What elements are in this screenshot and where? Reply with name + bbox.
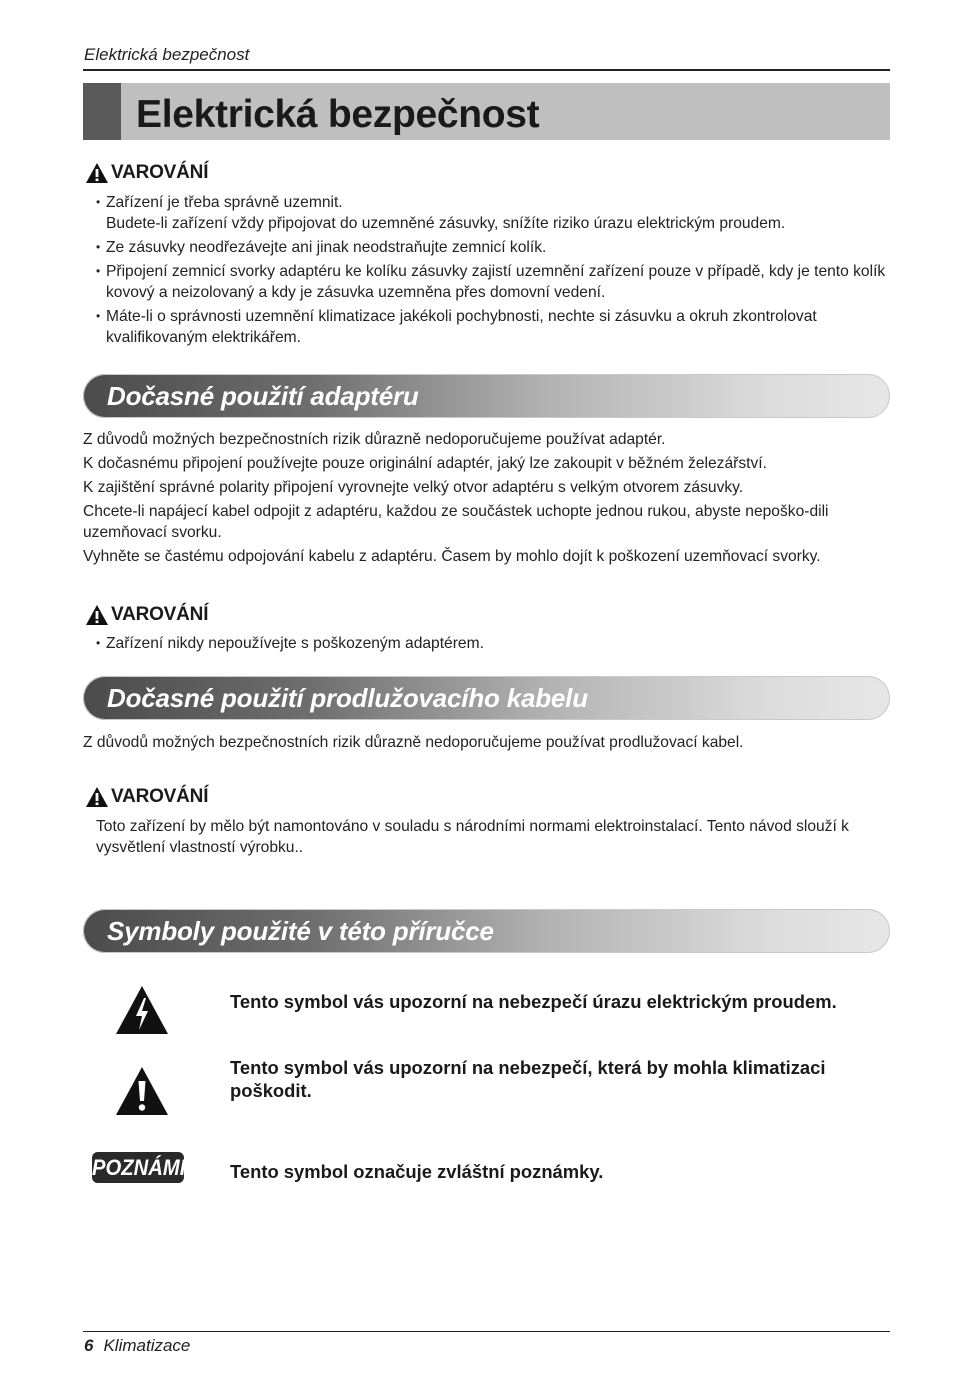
extension-paragraph: Z důvodů možných bezpečnostních rizik důrazně nedoporučujeme používat prodlužovací kabel. <box>83 734 744 751</box>
warning-list-1 <box>96 192 890 351</box>
running-head: Elektrická bezpečnost <box>84 45 250 64</box>
symbol-description-caution: Tento symbol vás upozorní na nebezpečí, která by mohla klimatizaci poškodit. <box>230 1057 826 1101</box>
symbol-description-note: Tento symbol označuje zvláštní poznámky. <box>230 1161 604 1182</box>
note-badge: POZNÁMKA <box>92 1152 184 1183</box>
title-tab-marker <box>83 83 121 140</box>
warning-heading-1 <box>85 162 208 184</box>
section-heading-symbols: Symboly použité v této příručce <box>83 909 890 953</box>
paragraph: K zajištění správné polarity připojení vyrovnejte velký otvor adaptéru s velkým otvorem zásuvky. <box>83 479 744 496</box>
footer-label: Klimatizace <box>103 1336 191 1355</box>
electric-shock-warning-icon <box>114 984 170 1036</box>
section-heading-extension: Dočasné použití prodlužovacího kabelu <box>83 676 890 720</box>
warning-list-2 <box>96 633 890 657</box>
page-title: Elektrická bezpečnost <box>136 93 540 136</box>
list-item: • Ze zásuvky neodřezávejte ani jinak neodstraňujte zemnicí kolík. <box>96 237 890 258</box>
paragraph: Vyhněte se častému odpojování kabelu z adaptéru. Časem by mohlo dojít k poškození uzemňovací svorky. <box>83 548 821 565</box>
warning-triangle-icon <box>85 162 109 184</box>
page-number: 6 <box>84 1336 94 1355</box>
warning-label: VAROVÁNÍ <box>111 786 209 807</box>
list-item: • Zařízení je třeba správně uzemnit. Budete-li zařízení vždy připojovat do uzemněné zásuvky, snížíte riziko úrazu elektrickým proudem. <box>96 192 890 234</box>
page-footer <box>84 1336 190 1356</box>
footer-rule <box>83 1331 890 1332</box>
list-item: • Zařízení nikdy nepoužívejte s poškozeným adaptérem. <box>96 633 890 654</box>
warning-heading-3 <box>85 786 208 808</box>
page-title-bar <box>83 83 890 140</box>
list-item: • Máte-li o správnosti uzemnění klimatizace jakékoli pochybnosti, nechte si zásuvku a okruh zkontrolovat kvalifikovaným elektrikářem. <box>96 306 890 348</box>
warning-triangle-icon <box>85 604 109 626</box>
paragraph: Chcete-li napájecí kabel odpojit z adaptéru, každou ze součástek uchopte jednou rukou, abyste nepoško-dili uzemňovací svorku. <box>83 503 829 541</box>
warning-label: VAROVÁNÍ <box>111 604 209 625</box>
caution-exclamation-icon <box>114 1065 170 1117</box>
paragraph: Z důvodů možných bezpečnostních rizik důrazně nedoporučujeme používat adaptér. <box>83 431 666 448</box>
extension-warning-text: Toto zařízení by mělo být namontováno v souladu s národními normami elektroinstalací. Tento návod slouží k vysvětlení vlastností výrobku.. <box>96 818 849 856</box>
adapter-paragraphs <box>83 429 890 570</box>
warning-heading-2 <box>85 604 208 626</box>
header-rule <box>83 69 890 71</box>
paragraph: K dočasnému připojení používejte pouze originální adaptér, jaký lze zakoupit v běžném železářství. <box>83 455 767 472</box>
warning-label: VAROVÁNÍ <box>111 162 209 183</box>
list-item: • Připojení zemnicí svorky adaptéru ke kolíku zásuvky zajistí uzemnění zařízení pouze v případě, kdy je tento kolík kovový a neizolovaný a kdy je zásuvka uzemněna přes domovní vedení. <box>96 261 890 303</box>
section-heading-adapter: Dočasné použití adaptéru <box>83 374 890 418</box>
symbol-description-electric: Tento symbol vás upozorní na nebezpečí úrazu elektrickým proudem. <box>230 991 837 1012</box>
warning-triangle-icon <box>85 786 109 808</box>
